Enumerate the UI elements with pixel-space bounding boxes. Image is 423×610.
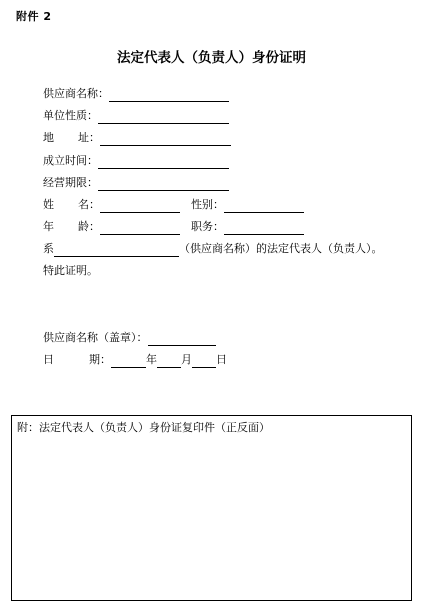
- supplier-name-label: 供应商名称：: [43, 87, 109, 100]
- supplier-seal-blank[interactable]: [148, 333, 216, 346]
- statement-prefix: 系: [43, 242, 54, 255]
- address-blank[interactable]: [100, 133, 231, 146]
- unit-nature-label: 单位性质：: [43, 109, 98, 122]
- year-label: 年: [146, 353, 157, 366]
- age-label: 年 龄：: [43, 220, 100, 233]
- position-label: 职务：: [191, 220, 224, 233]
- supplier-seal-row: [43, 330, 216, 346]
- age-blank[interactable]: [100, 222, 180, 235]
- established-row: [43, 153, 229, 169]
- name-blank[interactable]: [100, 200, 180, 213]
- certify-row: [43, 263, 98, 279]
- date-label: 日 期：: [43, 353, 111, 366]
- unit-nature-blank[interactable]: [98, 111, 229, 124]
- id-copy-box: [11, 415, 412, 601]
- year-blank[interactable]: [111, 355, 146, 368]
- day-blank[interactable]: [192, 355, 216, 368]
- operating-period-row: [43, 175, 229, 191]
- address-label: 地 址：: [43, 131, 100, 144]
- supplier-name-blank[interactable]: [109, 89, 229, 102]
- gender-label: 性别：: [191, 198, 224, 211]
- attachment-label: 附件 2: [16, 10, 52, 23]
- date-row: [43, 352, 227, 368]
- gender-blank[interactable]: [224, 200, 304, 213]
- supplier-name-row: [43, 86, 229, 102]
- month-blank[interactable]: [157, 355, 181, 368]
- statement-suffix: （供应商名称）的法定代表人（负责人）。: [179, 242, 383, 255]
- document-title: 法定代表人（负责人）身份证明: [117, 50, 306, 66]
- name-gender-row: [43, 197, 304, 213]
- established-label: 成立时间：: [43, 154, 98, 167]
- address-row: [43, 130, 231, 146]
- operating-period-label: 经营期限：: [43, 176, 98, 189]
- id-copy-label: 附：法定代表人（负责人）身份证复印件（正反面）: [17, 421, 270, 434]
- statement-row: [43, 241, 383, 257]
- operating-period-blank[interactable]: [98, 178, 229, 191]
- supplier-seal-label: 供应商名称（盖章）：: [43, 331, 148, 344]
- name-label: 姓 名：: [43, 198, 100, 211]
- age-position-row: [43, 219, 304, 235]
- day-label: 日: [216, 353, 227, 366]
- certify-text: 特此证明。: [43, 264, 98, 277]
- established-blank[interactable]: [98, 156, 229, 169]
- position-blank[interactable]: [224, 222, 304, 235]
- month-label: 月: [181, 353, 192, 366]
- statement-supplier-blank[interactable]: [54, 244, 179, 257]
- unit-nature-row: [43, 108, 229, 124]
